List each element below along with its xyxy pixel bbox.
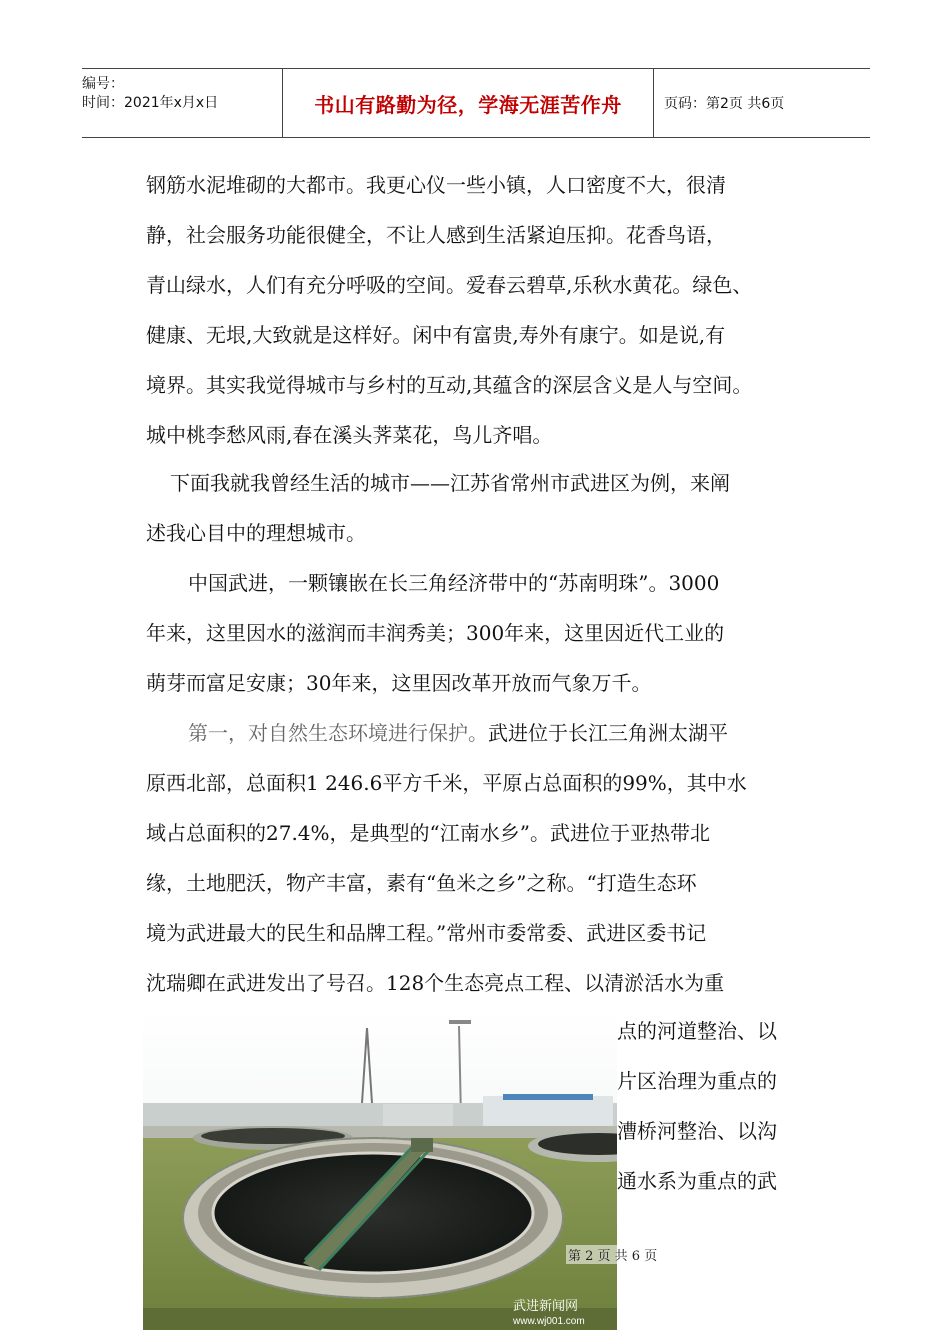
body-line: 述我心目中的理想城市。 bbox=[146, 521, 366, 545]
body-line: 健康、无垠,大致就是这样好。闲中有富贵,寿外有康宁。如是说,有 bbox=[146, 323, 726, 347]
body-line: 萌芽而富足安康；30年来，这里因改革开放而气象万千。 bbox=[146, 671, 652, 695]
body-line: 通水系为重点的武 bbox=[617, 1169, 777, 1193]
body-line: 域占总面积的27.4%，是典型的“江南水乡”。武进位于亚热带北 bbox=[146, 821, 710, 845]
body-line: 缘，土地肥沃，物产丰富，素有“鱼米之乡”之称。“打造生态环 bbox=[146, 871, 697, 895]
section-heading: 第一，对自然生态环境进行保护。 bbox=[188, 721, 488, 745]
body-line: 点的河道整治、以 bbox=[617, 1019, 777, 1043]
footer-page-number: 第 2 页 共 6 页 bbox=[566, 1245, 659, 1264]
body-line: 境界。其实我觉得城市与乡村的互动,其蕴含的深层含义是人与空间。 bbox=[146, 373, 753, 397]
header-motto-cell bbox=[282, 69, 654, 137]
body-line: 静，社会服务功能很健全，不让人感到生活紧迫压抑。花香鸟语， bbox=[146, 223, 726, 247]
body-line: 城中桃李愁风雨,春在溪头荠菜花，鸟儿齐唱。 bbox=[146, 423, 553, 447]
body-line: 青山绿水，人们有充分呼吸的空间。爱春云碧草,乐秋水黄花。绿色、 bbox=[146, 273, 753, 297]
header-meta bbox=[82, 69, 282, 137]
body-text: 武进位于长江三角洲太湖平 bbox=[488, 721, 728, 745]
page-header bbox=[82, 68, 870, 138]
body-line: 钢筋水泥堆砌的大都市。我更心仪一些小镇，人口密度不大，很清 bbox=[146, 173, 726, 197]
body-line: 年来，这里因水的滋润而丰润秀美；300年来，这里因近代工业的 bbox=[146, 621, 725, 645]
header-motto: 书山有路勤为径，学海无涯苦作舟 bbox=[314, 92, 622, 117]
body-line: 境为武进最大的民生和品牌工程。”常州市委常委、武进区委书记 bbox=[146, 921, 707, 945]
body-line: 原西北部，总面积1 246.6平方千米，平原占总面积的99%，其中水 bbox=[146, 771, 747, 795]
body-line: 下面我就我曾经生活的城市——江苏省常州市武进区为例，来阐 bbox=[170, 471, 730, 495]
body-line: 沈瑞卿在武进发出了号召。128个生态亮点工程、以清淤活水为重 bbox=[146, 971, 725, 995]
photo-watermark-url: www.wj001.com bbox=[513, 1316, 585, 1327]
photo-watermark: 武进新闻网 bbox=[513, 1298, 579, 1313]
header-page-info: 页码：第2页 共6页 bbox=[664, 96, 785, 112]
time-label: 时间：2021年x月x日 bbox=[82, 95, 219, 111]
number-label: 编号： bbox=[82, 76, 124, 92]
body-line: 片区治理为重点的 bbox=[617, 1069, 777, 1093]
treatment-plant-illustration bbox=[143, 1008, 617, 1330]
body-line: 漕桥河整治、以沟 bbox=[617, 1119, 777, 1143]
treatment-plant-photo bbox=[143, 1008, 617, 1330]
body-line: 中国武进，一颗镶嵌在长三角经济带中的“苏南明珠”。3000 bbox=[188, 571, 720, 595]
body-line bbox=[188, 708, 868, 758]
